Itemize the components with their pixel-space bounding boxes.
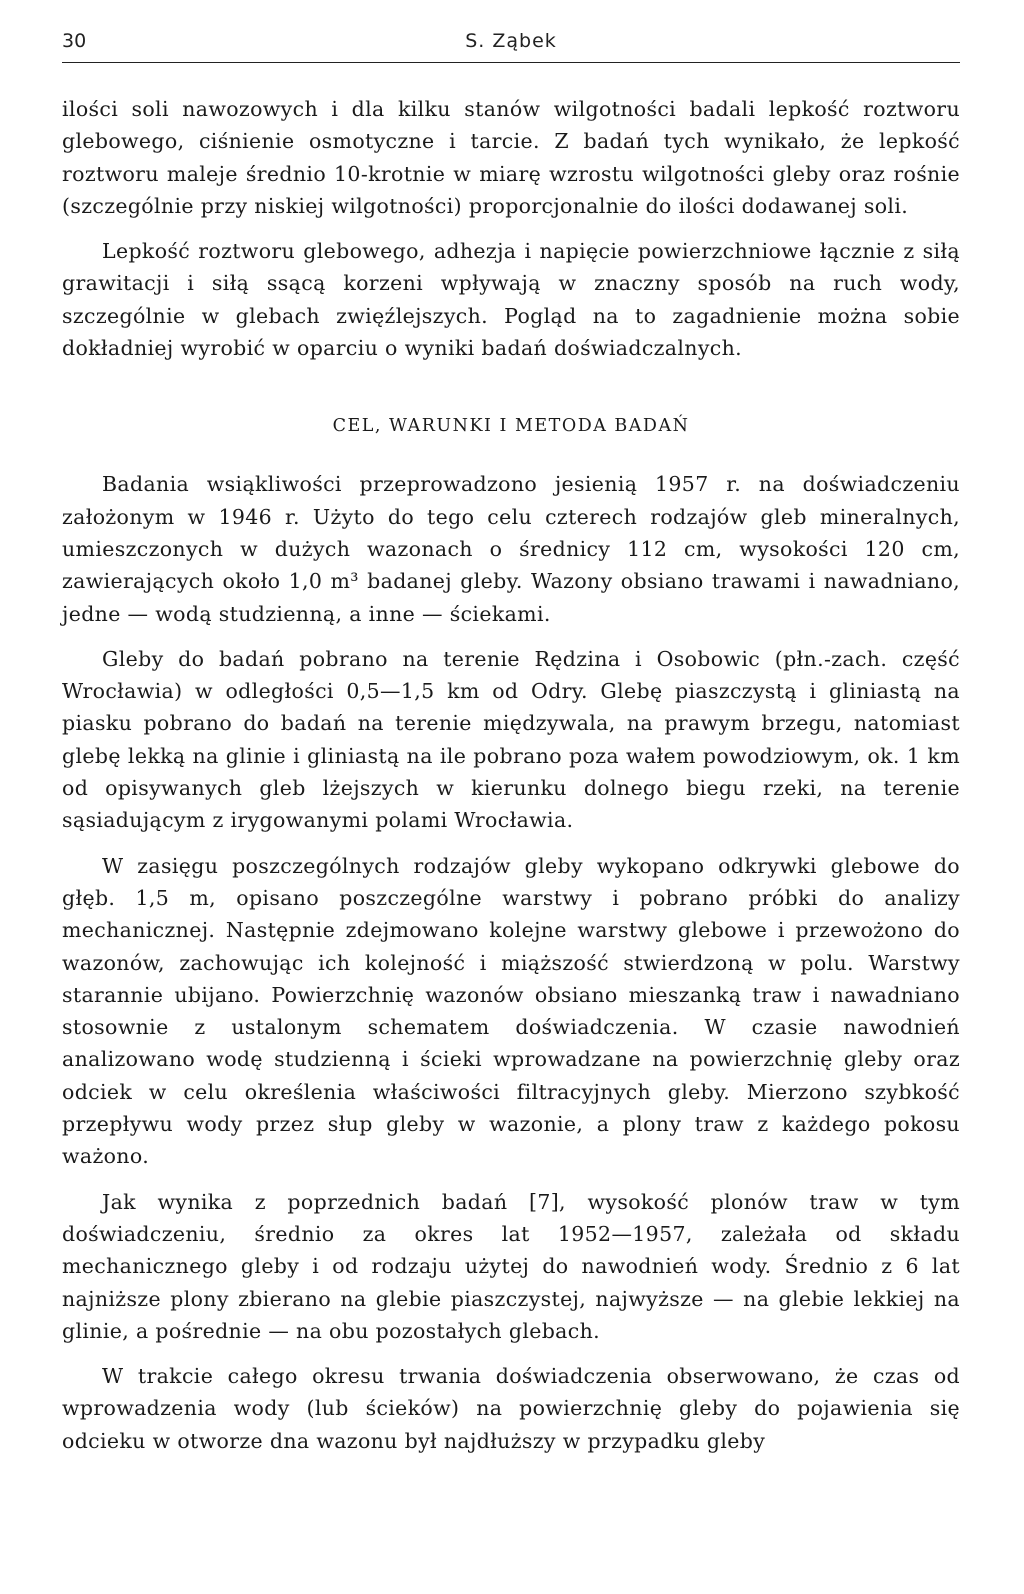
running-head-author: S. Ząbek bbox=[465, 30, 557, 52]
paragraph-2: Lepkość roztworu glebowego, adhezja i napięcie powierzchniowe łącznie z siłą grawitacji i siłą ssącą korzeni wpływają w znaczny sposób na ruch wody, szczególnie w glebach zwięźlejszych. Pogląd na to zagadnienie można sobie dokładniej wyrobić w oparciu o wyniki badań doświadczalnych. bbox=[62, 239, 960, 361]
paragraph-7: W trakcie całego okresu trwania doświadczenia obserwowano, że czas od wprowadzenia wody (lub ścieków) na powierzchnię gleby do pojawienia się odcieku w otworze dna wazonu był najdłuższy w przypadku gleby bbox=[62, 1364, 960, 1453]
page bbox=[62, 28, 960, 1470]
paragraph-3: Badania wsiąkliwości przeprowadzono jesienią 1957 r. na doświadczeniu założonym w 1946 r. Użyto do tego celu czterech rodzajów gleb mineralnych, umieszczonych w dużych wazonach o średnicy 112 cm, wysokości 120 cm, zawierających około 1,0 m³ badanej gleby. Wazony obsiano trawami i nawadniano, jedne — wodą studzienną, a inne — ściekami. bbox=[62, 472, 960, 626]
paragraph-4: Gleby do badań pobrano na terenie Rędzina i Osobowic (płn.-zach. część Wrocławia) w odległości 0,5—1,5 km od Odry. Glebę piaszczystą i gliniastą na piasku pobrano do badań na terenie międzywala, na prawym brzegu, natomiast glebę lekką na glinie i gliniastą na ile pobrano poza wałem powodziowym, ok. 1 km od opisywanych gleb lżejszych w kierunku dolnego biegu rzeki, na terenie sąsiadującym z irygowanymi polami Wrocławia. bbox=[62, 646, 960, 833]
paragraph-5: W zasięgu poszczególnych rodzajów gleby wykopano odkrywki glebowe do głęb. 1,5 m, opisano poszczególne warstwy i pobrano próbki do analizy mechanicznej. Następnie zdejmowano kolejne warstwy glebowe i przewożono do wazonów, zachowując ich kolejność i miąższość stwierdzoną w polu. Warstwy starannie ubijano. Powierzchnię wazonów obsiano mieszanką traw i nawadniano stosownie z ustalonym schematem doświadczenia. W czasie nawodnień analizowano wodę studzienną i ścieki wprowadzane na powierzchnię gleby oraz odciek w celu określenia właściwości filtracyjnych gleby. Mierzono szybkość przepływu wody przez słup gleby w wazonie, a plony traw z każdego pokosu ważono. bbox=[62, 853, 960, 1169]
paragraph-6: Jak wynika z poprzednich badań [7], wysokość plonów traw w tym doświadczeniu, średnio za okres lat 1952—1957, zależała od składu mechanicznego gleby i od rodzaju użytej do nawodnień wody. Średnio z 6 lat najniższe plony zbierano na glebie piaszczystej, najwyższe — na glebie lekkiej na glinie, a pośrednie — na obu pozostałych glebach. bbox=[62, 1189, 960, 1343]
running-header bbox=[62, 28, 960, 63]
paragraph-1: ilości soli nawozowych i dla kilku stanów wilgotności badali lepkość roztworu glebowego, ciśnienie osmotyczne i tarcie. Z badań tych wynikało, że lepkość roztworu maleje średnio 10-krotnie w miarę wzrostu wilgotności gleby oraz rośnie (szczególnie przy niskiej wilgotności) proporcjonalnie do ilości dodawanej soli. bbox=[62, 97, 960, 218]
article-body bbox=[62, 93, 960, 1457]
section-heading: CEL, WARUNKI I METODA BADAŃ bbox=[332, 416, 690, 437]
page-number: 30 bbox=[62, 30, 87, 52]
